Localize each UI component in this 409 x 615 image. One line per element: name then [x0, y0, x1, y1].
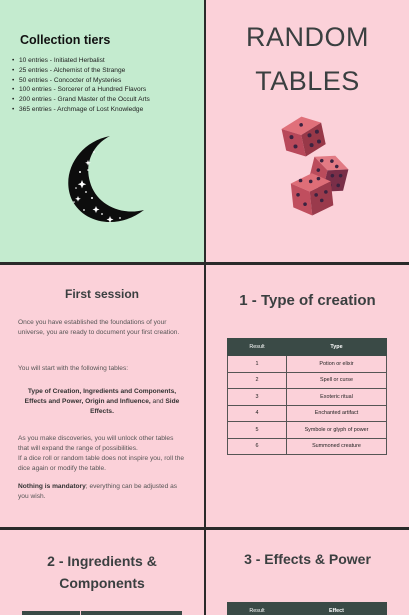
first-session-title: First session [64, 287, 140, 301]
table-list-bold: Type of Creation, Ingredients and Components, Effects and Power, Origin and Influence, [24, 388, 177, 405]
type-cell: Exoteric ritual [287, 389, 387, 406]
table-row [228, 356, 387, 373]
crescent-moon-icon [58, 132, 150, 228]
column-header-effect: Effect [287, 603, 387, 615]
table-row [228, 389, 387, 406]
type-of-creation-panel [206, 265, 409, 527]
note-rest: ; everything can be adjusted as you wish. [18, 483, 178, 500]
type-of-creation-title: 1 - Type of creation [239, 292, 376, 309]
table-row [228, 405, 387, 422]
effects-panel [206, 530, 409, 615]
type-of-creation-table [227, 338, 387, 455]
type-cell: Enchanted artifact [287, 405, 387, 422]
list-item: • 25 entries - Alchemist of the Strange [12, 66, 150, 76]
ingredients-panel [0, 530, 204, 615]
list-item: • 50 entries - Concocter of Mysteries [12, 76, 150, 86]
ingredients-title-line1: 2 - Ingredients & [47, 553, 157, 569]
table-list-bold-2: Side Effects. [90, 397, 180, 415]
result-cell: 1 [228, 356, 287, 373]
result-cell: 4 [228, 405, 287, 422]
result-cell: 3 [228, 389, 287, 406]
first-session-intro: Once you have established the foundations of your universe, you are ready to document your first creation. [18, 319, 180, 336]
column-header-type: Type [287, 339, 387, 356]
note-bold: Nothing is mandatory [18, 483, 86, 490]
cover-title-line2: TABLES [255, 66, 360, 96]
effects-title: 3 - Effects & Power [244, 551, 371, 567]
ingredients-title [0, 550, 204, 594]
ingredients-table-header [22, 611, 182, 615]
type-cell: Symbole or glyph of power [287, 422, 387, 439]
table-header-row [228, 339, 387, 356]
type-cell: Spell or curse [287, 372, 387, 389]
dice-icon [262, 116, 358, 226]
table-header-row [228, 603, 387, 615]
column-header-result: Result [228, 339, 287, 356]
first-session-table-list [18, 387, 186, 416]
cover-panel [206, 0, 409, 262]
list-item: • 100 entries - Sorcerer of a Hundred Flavors [12, 85, 150, 95]
tiers-panel [0, 0, 204, 262]
tiers-title: Collection tiers [20, 33, 111, 47]
table-row [228, 422, 387, 439]
first-session-reroll: If a dice roll or random table does not inspire you, roll the dice again or modify the table. [18, 455, 185, 472]
result-cell: 2 [228, 372, 287, 389]
list-item: • 200 entries - Grand Master of the Occult Arts [12, 95, 150, 105]
type-cell: Potion or elixir [287, 356, 387, 373]
list-item: • 365 entries - Archmage of Lost Knowledge [12, 105, 150, 115]
table-list-and: and [150, 397, 166, 405]
column-header-result: Result [228, 603, 287, 615]
first-session-note [18, 482, 186, 502]
table-row [228, 372, 387, 389]
tiers-list [12, 56, 150, 115]
first-session-unlock: As you make discoveries, you will unlock other tables that will expand the range of possibilities. [18, 435, 174, 452]
table-row [228, 438, 387, 455]
ingredients-title-line2: Components [59, 575, 145, 591]
result-cell: 6 [228, 438, 287, 455]
list-item: • 10 entries - Initiated Herbalist [12, 56, 150, 66]
type-cell: Summoned creature [287, 438, 387, 455]
effects-table [227, 602, 387, 615]
cover-title-line1: RANDOM [246, 22, 369, 52]
first-session-panel [0, 265, 204, 527]
result-cell: 5 [228, 422, 287, 439]
first-session-tables-lead: You will start with the following tables: [18, 365, 129, 372]
